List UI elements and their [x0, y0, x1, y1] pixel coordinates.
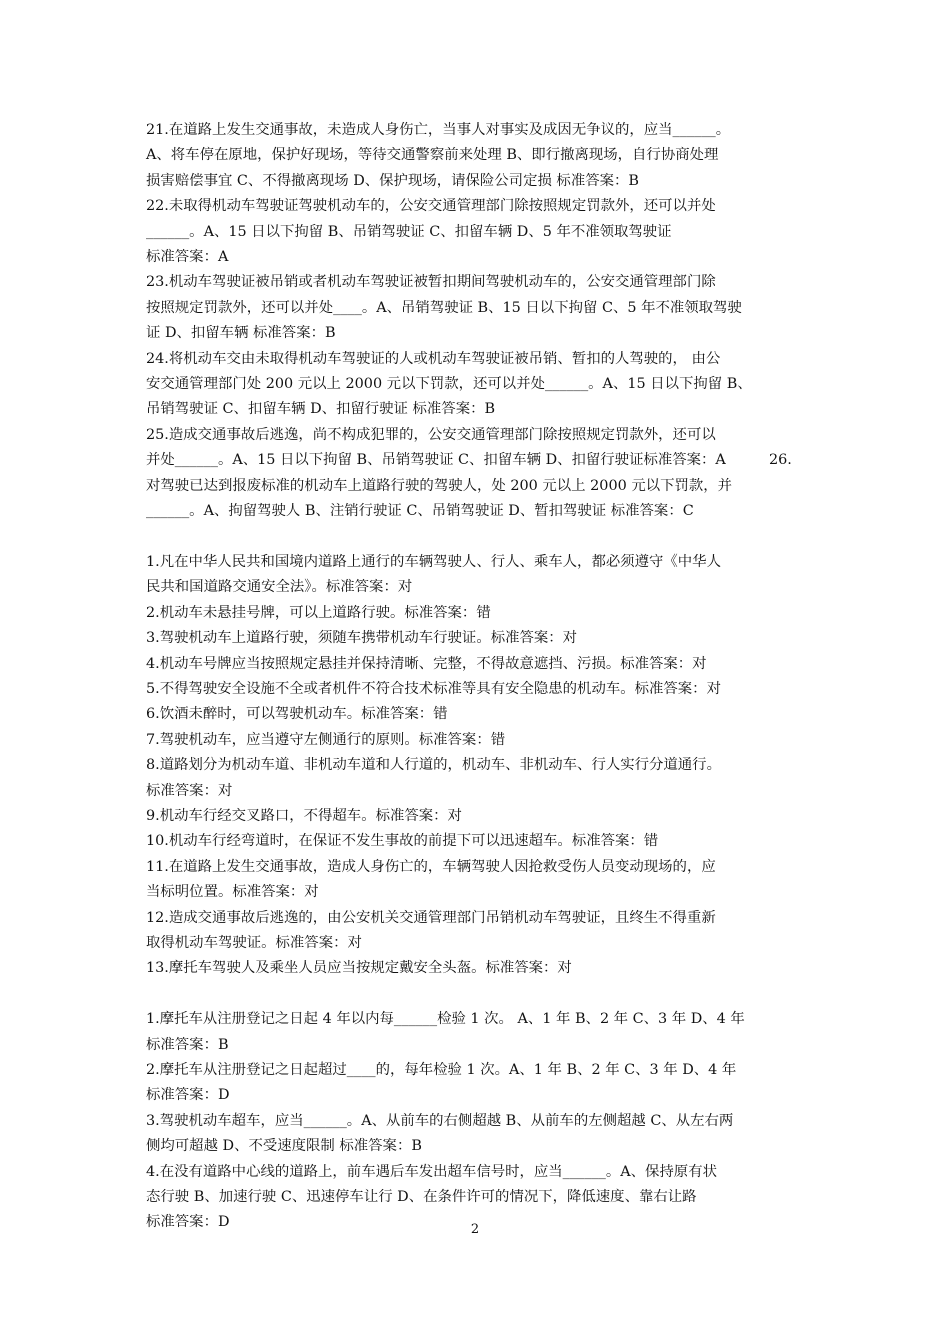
- text-line: 吊销驾驶证 C、扣留车辆 D、扣留行驶证 标准答案：B: [146, 401, 496, 418]
- text-line: 对驾驶已达到报废标准的机动车上道路行驶的驾驶人，处 200 元以上 2000 元以下罚款，并: [146, 477, 733, 494]
- text-line: 4.在没有道路中心线的道路上，前车遇后车发出超车信号时，应当______。A、保持原有状: [146, 1163, 717, 1180]
- text-line: 证 D、扣留车辆 标准答案：B: [146, 325, 336, 342]
- text-line: 3.驾驶机动车超车，应当______。A、从前车的右侧超越 B、从前车的左侧超越 C、从左右两: [146, 1112, 734, 1129]
- page-content: [146, 118, 812, 1236]
- text-line: ______。A、15 日以下拘留 B、吊销驾驶证 C、扣留车辆 D、5 年不准领取驾驶证: [146, 223, 672, 240]
- text-line: 23.机动车驾驶证被吊销或者机动车驾驶证被暂扣期间驾驶机动车的，公安交通管理部门除: [146, 274, 716, 291]
- multiple-choice-section-1: [146, 118, 812, 525]
- text-line: 11.在道路上发生交通事故，造成人身伤亡的，车辆驾驶人因抢救受伤人员变动现场的，应: [146, 858, 716, 875]
- text-line: 2.摩托车从注册登记之日起超过____的，每年检验 1 次。A、1 年 B、2 年 C、3 年 D、4 年: [146, 1062, 737, 1078]
- text-line: ______。A、拘留驾驶人 B、注销行驶证 C、吊销驾驶证 D、暂扣驾驶证 标准答案：C: [146, 503, 694, 520]
- text-line: 10.机动车行经弯道时，在保证不发生事故的前提下可以迅速超车。标准答案：错: [146, 833, 659, 850]
- page-number: 2: [470, 1222, 480, 1237]
- text-line: 并处______。A、15 日以下拘留 B、吊销驾驶证 C、扣留车辆 D、扣留行驶证标准答案：A 26.: [146, 452, 792, 469]
- text-line: 按照规定罚款外，还可以并处____。A、吊销驾驶证 B、15 日以下拘留 C、5 年不准领取驾驶: [146, 299, 742, 316]
- text-line: 侧均可超越 D、不受速度限制 标准答案：B: [146, 1138, 422, 1155]
- text-line: 6.饮酒未醉时，可以驾驶机动车。标准答案：错: [146, 706, 448, 723]
- text-line: 5.不得驾驶安全设施不全或者机件不符合技术标准等具有安全隐患的机动车。标准答案：对: [146, 680, 721, 697]
- text-line: 7.驾驶机动车，应当遵守左侧通行的原则。标准答案：错: [146, 731, 506, 748]
- text-line: 24.将机动车交由未取得机动车驾驶证的人或机动车驾驶证被吊销、暂扣的人驾驶的， 由公: [146, 350, 721, 367]
- text-line: 22.未取得机动车驾驶证驾驶机动车的，公安交通管理部门除按照规定罚款外，还可以并处: [146, 198, 716, 215]
- section-gap: [146, 525, 812, 550]
- text-line: 25.造成交通事故后逃逸，尚不构成犯罪的，公安交通管理部门除按照规定罚款外，还可以: [146, 426, 716, 443]
- text-line: 12.造成交通事故后逃逸的，由公安机关交通管理部门吊销机动车驾驶证，且终生不得重新: [146, 909, 716, 926]
- text-line: 标准答案：D: [146, 1087, 230, 1104]
- text-line: 当标明位置。标准答案：对: [146, 884, 319, 901]
- text-line: 21.在道路上发生交通事故，未造成人身伤亡，当事人对事实及成因无争议的，应当______。: [146, 122, 731, 138]
- text-line: 1.凡在中华人民共和国境内道路上通行的车辆驾驶人、行人、乘车人，都必须遵守《中华人: [146, 553, 721, 570]
- text-line: 安交通管理部门处 200 元以上 2000 元以下罚款，还可以并处______。A、15 日以下拘留 B、: [146, 376, 752, 393]
- text-line: 4.机动车号牌应当按照规定悬挂并保持清晰、完整，不得故意遮挡、污损。标准答案：对: [146, 655, 707, 672]
- text-line: 标准答案：对: [146, 782, 233, 799]
- text-line: 态行驶 B、加速行驶 C、迅速停车让行 D、在条件许可的情况下，降低速度、靠右让路: [146, 1189, 697, 1206]
- text-line: 2.机动车未悬挂号牌，可以上道路行驶。标准答案：错: [146, 604, 491, 621]
- text-line: 标准答案：A: [146, 249, 229, 266]
- text-line: 9.机动车行经交叉路口，不得超车。标准答案：对: [146, 807, 462, 824]
- text-line: A、将车停在原地，保护好现场，等待交通警察前来处理 B、即行撤离现场，自行协商处理: [146, 147, 719, 164]
- true-false-section: [146, 550, 812, 982]
- text-line: 民共和国道路交通安全法》。标准答案：对: [146, 579, 413, 596]
- section-gap: [146, 982, 812, 1007]
- text-line: 13.摩托车驾驶人及乘坐人员应当按规定戴安全头盔。标准答案：对: [146, 960, 572, 977]
- text-line: 损害赔偿事宜 C、不得撤离现场 D、保护现场，请保险公司定损 标准答案：B: [146, 172, 639, 189]
- text-line: 标准答案：B: [146, 1036, 229, 1053]
- text-line: 8.道路划分为机动车道、非机动车道和人行道的，机动车、非机动车、行人实行分道通行。: [146, 757, 721, 774]
- text-line: 3.驾驶机动车上道路行驶，须随车携带机动车行驶证。标准答案：对: [146, 630, 578, 647]
- text-line: 取得机动车驾驶证。标准答案：对: [146, 934, 362, 951]
- text-line: 标准答案：D: [146, 1214, 230, 1231]
- multiple-choice-section-2: [146, 1007, 812, 1236]
- text-line: 1.摩托车从注册登记之日起 4 年以内每______检验 1 次。 A、1 年 B、2 年 C、3 年 D、4 年: [146, 1011, 745, 1028]
